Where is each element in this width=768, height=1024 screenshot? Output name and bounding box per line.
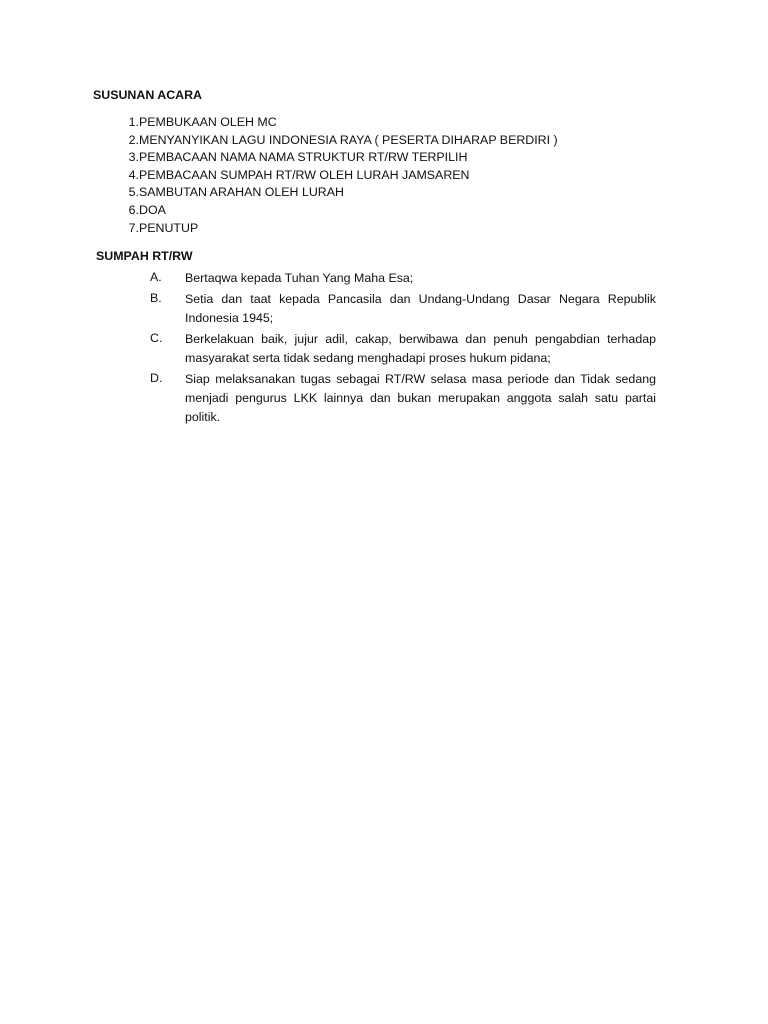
agenda-item-number: 1. <box>128 115 139 129</box>
agenda-item <box>93 202 613 220</box>
oath-list <box>150 269 656 429</box>
agenda-item <box>93 114 613 132</box>
agenda-item <box>93 149 613 167</box>
agenda-item-text: PEMBACAAN SUMPAH RT/RW OLEH LURAH JAMSAREN <box>139 167 470 182</box>
agenda-item <box>93 132 613 150</box>
agenda-item-number: 6. <box>128 202 139 217</box>
oath-item-letter: C. <box>150 331 163 345</box>
agenda-item <box>93 220 613 238</box>
oath-item-text: Berkelakuan baik, jujur adil, cakap, berwibawa dan penuh pengabdian terhadap masyarakat serta tidak sedang menghadapi proses hukum pidana; <box>185 332 656 365</box>
agenda-item-number: 4. <box>128 167 139 182</box>
oath-item-text: Siap melaksanakan tugas sebagai RT/RW selasa masa periode dan Tidak sedang menjadi pengurus LKK lainnya dan bukan merupakan anggota salah satu partai politik. <box>185 372 656 424</box>
oath-item-letter: B. <box>150 291 162 305</box>
agenda-item-text: MENYANYIKAN LAGU INDONESIA RAYA ( PESERTA DIHARAP BERDIRI ) <box>139 132 558 147</box>
agenda-item-text: PEMBACAAN NAMA NAMA STRUKTUR RT/RW TERPILIH <box>139 150 468 165</box>
agenda-item-text: SAMBUTAN ARAHAN OLEH LURAH <box>139 185 344 200</box>
oath-item-text: Setia dan taat kepada Pancasila dan Undang-Undang Dasar Negara Republik Indonesia 1945; <box>185 292 656 325</box>
agenda-item <box>93 167 613 185</box>
oath-title: SUMPAH RT/RW <box>96 249 193 263</box>
agenda-item <box>93 184 613 202</box>
oath-item <box>150 269 656 288</box>
oath-item <box>150 370 656 427</box>
oath-item <box>150 290 656 328</box>
oath-item-text: Bertaqwa kepada Tuhan Yang Maha Esa; <box>185 271 414 285</box>
oath-item-letter: D. <box>150 371 163 385</box>
agenda-list <box>93 114 613 237</box>
agenda-item-text: PEMBUKAAN OLEH MC <box>139 115 277 129</box>
agenda-item-number: 2. <box>128 132 139 147</box>
agenda-item-text: PENUTUP <box>139 220 199 235</box>
agenda-item-number: 3. <box>128 150 139 165</box>
oath-item-letter: A. <box>150 270 162 284</box>
agenda-item-number: 5. <box>128 185 139 200</box>
agenda-title: SUSUNAN ACARA <box>93 88 202 102</box>
agenda-item-number: 7. <box>128 220 139 235</box>
oath-item <box>150 330 656 368</box>
agenda-item-text: DOA <box>139 202 166 217</box>
